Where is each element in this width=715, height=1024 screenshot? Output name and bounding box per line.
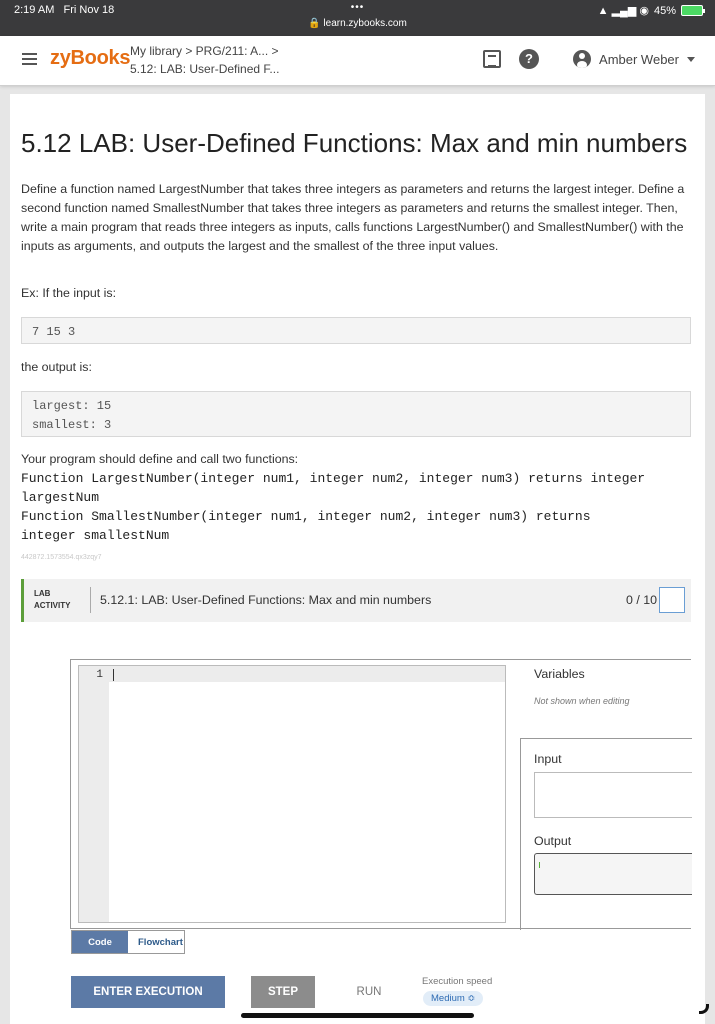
variables-note: Not shown when editing: [534, 696, 630, 706]
chevron-down-icon: [687, 57, 695, 62]
output-label: the output is:: [21, 360, 92, 374]
active-line[interactable]: [109, 666, 505, 682]
line-gutter: [79, 666, 109, 922]
battery-percent: 45%: [653, 4, 676, 17]
help-icon[interactable]: ?: [519, 49, 539, 69]
table-of-contents-icon[interactable]: [483, 50, 501, 68]
output-label: Output: [534, 834, 572, 848]
execution-speed-select[interactable]: Medium ≎: [423, 991, 483, 1006]
step-button[interactable]: STEP: [251, 976, 315, 1008]
activity-id: 442872.1573554.qx3zqy7: [21, 554, 102, 561]
tab-dots[interactable]: •••: [350, 2, 365, 13]
problem-description: Define a function named LargestNumber that takes three integers as parameters and returns the largest integer. Define a second function named SmallestNumber that takes three integers as parameters and returns the smallest integer. Then, write a main program that reads three integers as inputs, calls functions LargestNumber() and SmallestNumber() with the inputs as arguments, and outputs the largest and the smallest of the three input values.: [21, 182, 685, 253]
program-input-field[interactable]: [534, 772, 692, 818]
tab-code[interactable]: Code: [72, 931, 128, 953]
signature-line: integer smallestNum: [21, 528, 170, 543]
page-title: 5.12 LAB: User-Defined Functions: Max and min numbers: [21, 128, 688, 158]
breadcrumb-line1[interactable]: My library > PRG/211: A... >: [130, 44, 279, 58]
line-number: 1: [96, 669, 103, 681]
variables-title: Variables: [534, 667, 585, 681]
tab-flowchart[interactable]: Flowchart: [128, 931, 184, 953]
lab-score: 0 / 10: [625, 593, 657, 607]
home-indicator[interactable]: [241, 1013, 474, 1018]
breadcrumb-line2[interactable]: 5.12: LAB: User-Defined F...: [130, 62, 280, 76]
scroll-edge-icon: [699, 1004, 709, 1014]
user-icon: [573, 50, 591, 68]
instructions-text: Your program should define and call two functions:: [21, 452, 299, 466]
signature-line: largestNum: [21, 490, 100, 505]
code-editor[interactable]: [78, 665, 506, 923]
output-example: [21, 391, 691, 437]
menu-icon[interactable]: [22, 53, 37, 65]
editor-tabs: [71, 930, 185, 954]
app-header: [0, 36, 715, 86]
status-indicators: [598, 4, 703, 17]
status-bar: [0, 0, 715, 36]
zybooks-logo[interactable]: zyBooks: [50, 47, 131, 69]
code-ide: [70, 659, 691, 929]
run-button[interactable]: RUN: [356, 986, 382, 998]
battery-icon: [681, 5, 703, 16]
text-cursor: [113, 669, 114, 681]
divider: [90, 587, 91, 613]
program-output-field: [534, 853, 692, 895]
content-card: [10, 94, 705, 1024]
signature-line: Function SmallestNumber(integer num1, integer num2, integer num3) returns: [21, 509, 591, 524]
function-signatures: [21, 469, 696, 545]
url-bar[interactable]: 🔒 learn.zybooks.com: [308, 18, 407, 29]
input-label: Input: [534, 752, 562, 766]
signal-icon: ▲ ▂▄▆ ◉: [597, 5, 649, 17]
completion-checkbox: [659, 587, 685, 613]
lab-activity-header: [21, 579, 691, 622]
status-time: 2:19 AM Fri Nov 18: [14, 4, 115, 16]
breadcrumb[interactable]: [130, 42, 279, 78]
enter-execution-button[interactable]: ENTER EXECUTION: [71, 976, 225, 1008]
execution-speed-label: Execution speed: [422, 976, 493, 987]
output-line: smallest: 3: [32, 418, 112, 432]
lab-activity-tag: LAB ACTIVITY: [34, 589, 71, 610]
lab-title: 5.12.1: LAB: User-Defined Functions: Max and min numbers: [100, 593, 432, 607]
output-line: largest: 15: [32, 399, 112, 413]
user-name: Amber Weber: [599, 51, 679, 67]
signature-line: Function LargestNumber(integer num1, integer num2, integer num3) returns integer: [21, 471, 646, 486]
input-example: 7 15 3: [21, 317, 691, 344]
example-label: Ex: If the input is:: [21, 286, 117, 300]
user-menu[interactable]: [573, 50, 695, 68]
